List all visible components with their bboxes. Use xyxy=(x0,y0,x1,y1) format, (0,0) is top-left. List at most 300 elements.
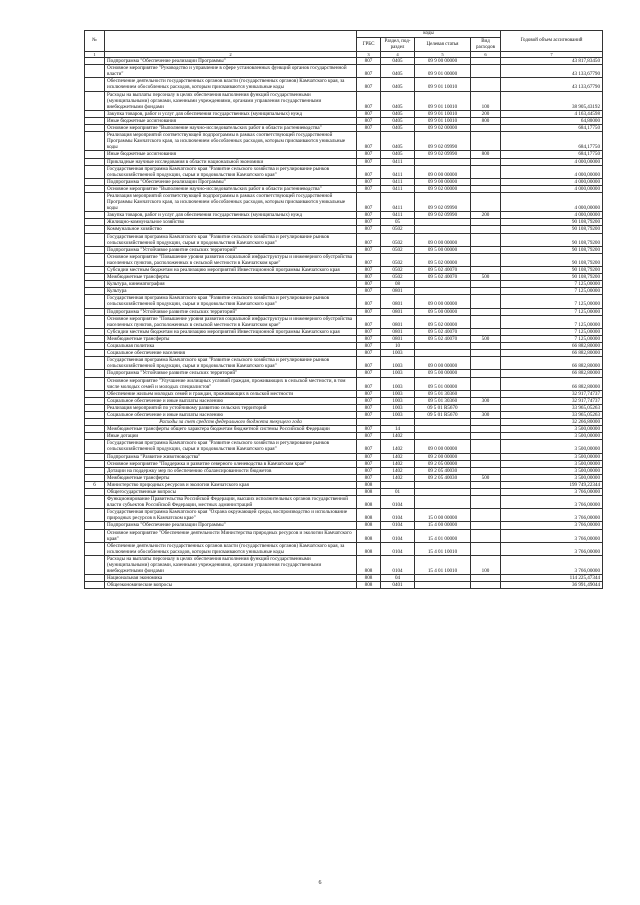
table-row xyxy=(85,433,603,440)
table-row xyxy=(85,288,603,295)
row-csr: 09 5 01 R5670 xyxy=(415,411,471,418)
row-vid: 500 xyxy=(471,274,501,281)
row-razdel: 0502 xyxy=(381,226,415,233)
row-razdel: 0401 xyxy=(381,582,415,589)
row-razdel: 04 xyxy=(381,575,415,582)
header-sum: Годовой объем ассигнований xyxy=(501,31,603,52)
table-row xyxy=(85,370,603,377)
row-number xyxy=(85,308,105,315)
row-sum: 7 125,00000 xyxy=(501,328,603,335)
row-vid xyxy=(471,132,501,151)
row-number xyxy=(85,390,105,397)
row-sum: 66 882,80000 xyxy=(501,343,603,350)
row-razdel: 0801 xyxy=(381,288,415,295)
row-vid xyxy=(471,78,501,91)
row-vid xyxy=(471,426,501,433)
row-number xyxy=(85,315,105,328)
row-grbs: 808 xyxy=(357,509,381,522)
row-sum: 3 766,00000 xyxy=(501,542,603,555)
table-row xyxy=(85,377,603,390)
row-razdel: 0405 xyxy=(381,117,415,124)
row-sum: 4 163,44598 xyxy=(501,110,603,117)
row-name: Прикладные научные исследования в области национальной экономики xyxy=(105,158,357,165)
row-number xyxy=(85,575,105,582)
table-row xyxy=(85,185,603,192)
row-razdel: 10 xyxy=(381,343,415,350)
row-csr: 15 4 01 00000 xyxy=(415,529,471,542)
row-sum: 36 991,49044 xyxy=(501,582,603,589)
row-sum: 684,17750 xyxy=(501,125,603,132)
row-name: Социальная политика xyxy=(105,343,357,350)
row-grbs: 808 xyxy=(357,489,381,496)
row-razdel: 1003 xyxy=(381,357,415,370)
row-number xyxy=(85,350,105,357)
row-razdel: 0801 xyxy=(381,308,415,315)
row-csr: 09 2 05 40030 xyxy=(415,467,471,474)
row-name: Межбюджетные трансферты xyxy=(105,335,357,342)
row-name: Обеспечение деятельности государственных органов власти (государственных органов) Камчатского края, за исключением обособленных расходов, которым присваиваются уникальные коды xyxy=(105,542,357,555)
row-number xyxy=(85,496,105,509)
row-name: Культура xyxy=(105,288,357,295)
row-vid xyxy=(471,460,501,467)
row-sum: 3 500,00000 xyxy=(501,440,603,453)
row-grbs: 807 xyxy=(357,132,381,151)
row-csr xyxy=(415,226,471,233)
row-csr: 09 5 00 00000 xyxy=(415,370,471,377)
table-row xyxy=(85,404,603,411)
row-number xyxy=(85,467,105,474)
row-vid: 100 xyxy=(471,555,501,574)
table-row xyxy=(85,165,603,178)
row-name: Субсидии местным бюджетам на реализацию мероприятий Инвестиционной программы Камчатского края xyxy=(105,328,357,335)
row-razdel: 0411 xyxy=(381,178,415,185)
table-row xyxy=(85,295,603,308)
row-csr: 09 5 01 R5670 xyxy=(415,404,471,411)
row-razdel: 0405 xyxy=(381,58,415,65)
row-number xyxy=(85,433,105,440)
table-row xyxy=(85,151,603,158)
row-csr: 09 9 02 09990 xyxy=(415,192,471,211)
row-name: Закупка товаров, работ и услуг для обеспечения государственных (муниципальных) нужд xyxy=(105,212,357,219)
table-row xyxy=(85,467,603,474)
row-number xyxy=(85,404,105,411)
row-vid: 800 xyxy=(471,151,501,158)
row-sum: 3 500,00000 xyxy=(501,433,603,440)
row-sum: 3 766,00000 xyxy=(501,489,603,496)
row-razdel: 0104 xyxy=(381,522,415,529)
row-grbs: 807 xyxy=(357,460,381,467)
row-grbs: 807 xyxy=(357,117,381,124)
row-name: Расходы за счет средств федерального бюджета текущего года xyxy=(105,419,357,426)
row-csr: 15 4 01 10010 xyxy=(415,542,471,555)
col-number: 1 xyxy=(85,52,105,58)
table-row xyxy=(85,582,603,589)
row-grbs: 808 xyxy=(357,529,381,542)
row-number xyxy=(85,185,105,192)
row-grbs: 807 xyxy=(357,233,381,246)
row-name: Иные бюджетные ассигнования xyxy=(105,117,357,124)
row-csr: 09 5 02 40070 xyxy=(415,328,471,335)
row-csr: 09 2 05 40030 xyxy=(415,474,471,481)
row-vid xyxy=(471,58,501,65)
row-name: Государственная программа Камчатского края "Развитие сельского хозяйства и регулирование рынков сельскохозяйственной продукции, сырья и продовольствия Камчатского края" xyxy=(105,357,357,370)
row-sum: 684,17750 xyxy=(501,132,603,151)
table-row xyxy=(85,65,603,78)
row-razdel: 1402 xyxy=(381,453,415,460)
row-vid: 300 xyxy=(471,397,501,404)
table-row xyxy=(85,246,603,253)
row-grbs: 807 xyxy=(357,165,381,178)
row-sum: 4 000,00000 xyxy=(501,158,603,165)
table-row xyxy=(85,192,603,211)
table-row xyxy=(85,281,603,288)
row-sum: 32 917,74737 xyxy=(501,390,603,397)
row-sum: 7 125,00000 xyxy=(501,308,603,315)
row-csr xyxy=(415,343,471,350)
row-name: Государственная программа Камчатского края "Развитие сельского хозяйства и регулирование рынков сельскохозяйственной продукции, сырья и продовольствия Камчатского края" xyxy=(105,233,357,246)
table-row xyxy=(85,496,603,509)
table-row xyxy=(85,357,603,370)
row-razdel: 0411 xyxy=(381,158,415,165)
row-grbs: 807 xyxy=(357,335,381,342)
row-razdel: 0405 xyxy=(381,110,415,117)
row-name: Субсидии местным бюджетам на реализацию мероприятий Инвестиционной программы Камчатского края xyxy=(105,267,357,274)
table-row xyxy=(85,453,603,460)
table-row xyxy=(85,58,603,65)
row-razdel: 1003 xyxy=(381,390,415,397)
row-grbs: 807 xyxy=(357,212,381,219)
table-row xyxy=(85,489,603,496)
row-vid xyxy=(471,308,501,315)
row-sum: 33 965,05263 xyxy=(501,404,603,411)
row-number xyxy=(85,453,105,460)
row-grbs: 808 xyxy=(357,575,381,582)
row-name: Реализация мероприятий соответствующей подпрограммы в рамках соответствующей государственной Программы Камчатского края, за исключением обособленных расходов, которым присваиваются уникальные коды xyxy=(105,132,357,151)
row-csr: 09 9 02 00000 xyxy=(415,185,471,192)
row-name: Подпрограмма "Обеспечение реализации Программы" xyxy=(105,58,357,65)
row-razdel: 0405 xyxy=(381,78,415,91)
table-row xyxy=(85,411,603,418)
row-csr: 09 5 01 30360 xyxy=(415,397,471,404)
row-grbs: 807 xyxy=(357,377,381,390)
table-row xyxy=(85,426,603,433)
row-csr xyxy=(415,433,471,440)
row-number xyxy=(85,460,105,467)
table-row xyxy=(85,343,603,350)
row-grbs: 807 xyxy=(357,350,381,357)
row-vid: 300 xyxy=(471,411,501,418)
row-number xyxy=(85,65,105,78)
row-csr xyxy=(415,350,471,357)
row-sum: 4 000,00000 xyxy=(501,192,603,211)
table-row xyxy=(85,474,603,481)
row-number xyxy=(85,246,105,253)
row-number xyxy=(85,125,105,132)
row-number xyxy=(85,178,105,185)
row-razdel: 0411 xyxy=(381,185,415,192)
row-grbs: 807 xyxy=(357,267,381,274)
row-razdel xyxy=(381,481,415,488)
row-razdel: 05 xyxy=(381,219,415,226)
row-name: Социальное обеспечение и иные выплаты населению xyxy=(105,411,357,418)
row-sum: 3 766,00000 xyxy=(501,496,603,509)
row-name: Закупка товаров, работ и услуг для обеспечения государственных (муниципальных) нужд xyxy=(105,110,357,117)
row-razdel xyxy=(381,419,415,426)
row-razdel: 0104 xyxy=(381,509,415,522)
row-number xyxy=(85,281,105,288)
row-razdel: 0104 xyxy=(381,542,415,555)
table-row xyxy=(85,178,603,185)
table-row xyxy=(85,226,603,233)
row-vid xyxy=(471,350,501,357)
row-name: Межбюджетные трансферты xyxy=(105,274,357,281)
table-row xyxy=(85,460,603,467)
row-sum: 3 500,00000 xyxy=(501,453,603,460)
row-grbs: 807 xyxy=(357,474,381,481)
table-row xyxy=(85,522,603,529)
row-name: Реализация мероприятий соответствующей подпрограммы в рамках соответствующей государственной Программы Камчатского края, за исключением обособленных расходов, которым присваиваются уникальные коды xyxy=(105,192,357,211)
table-row xyxy=(85,397,603,404)
row-number xyxy=(85,542,105,555)
row-vid: 200 xyxy=(471,110,501,117)
row-grbs: 807 xyxy=(357,158,381,165)
row-vid xyxy=(471,125,501,132)
table-row xyxy=(85,91,603,110)
row-sum: 3 766,00000 xyxy=(501,555,603,574)
row-vid xyxy=(471,178,501,185)
row-csr: 09 9 01 00000 xyxy=(415,65,471,78)
row-number xyxy=(85,377,105,390)
row-razdel: 0502 xyxy=(381,246,415,253)
row-name: Расходы на выплаты персоналу в целях обеспечения выполнения функций государственными (муниципальными) органами, казенными учреждениями, органами управления государственными внебюджетными фондами xyxy=(105,91,357,110)
col-number: 2 xyxy=(105,52,357,58)
row-number xyxy=(85,489,105,496)
row-vid xyxy=(471,433,501,440)
row-vid xyxy=(471,65,501,78)
row-grbs: 807 xyxy=(357,453,381,460)
row-number xyxy=(85,151,105,158)
row-number xyxy=(85,474,105,481)
row-sum: 64,80000 xyxy=(501,117,603,124)
header-name xyxy=(105,31,357,52)
table-row xyxy=(85,125,603,132)
row-grbs: 807 xyxy=(357,246,381,253)
row-number xyxy=(85,212,105,219)
row-sum: 4 000,00000 xyxy=(501,178,603,185)
row-vid xyxy=(471,467,501,474)
row-number xyxy=(85,582,105,589)
row-razdel: 01 xyxy=(381,489,415,496)
row-grbs: 807 xyxy=(357,357,381,370)
row-grbs: 807 xyxy=(357,226,381,233)
row-razdel: 1003 xyxy=(381,370,415,377)
row-name: Национальная экономика xyxy=(105,575,357,582)
row-grbs: 808 xyxy=(357,481,381,488)
row-name: Расходы на выплаты персоналу в целях обеспечения выполнения функций государственными (муниципальными) органами, казенными учреждениями, органами управления государственными внебюджетными фондами xyxy=(105,555,357,574)
row-grbs: 807 xyxy=(357,440,381,453)
row-csr: 09 9 01 10010 xyxy=(415,110,471,117)
row-name: Основное мероприятие "Повышение уровня развития социальной инфраструктуры и инженерного обустройства населенных пунктов, расположенных в сельской местности в Камчатском крае" xyxy=(105,315,357,328)
row-grbs: 807 xyxy=(357,253,381,266)
table-row xyxy=(85,509,603,522)
row-number xyxy=(85,529,105,542)
row-number xyxy=(85,419,105,426)
row-name: Подпрограмма "Обеспечение реализации Программы" xyxy=(105,522,357,529)
row-grbs: 807 xyxy=(357,295,381,308)
row-vid xyxy=(471,267,501,274)
row-number xyxy=(85,117,105,124)
row-name: Министерство природных ресурсов и экологии Камчатского края xyxy=(105,481,357,488)
row-grbs: 807 xyxy=(357,397,381,404)
table-row xyxy=(85,219,603,226)
table-row xyxy=(85,78,603,91)
col-number: 3 xyxy=(357,52,381,58)
col-number: 5 xyxy=(415,52,471,58)
row-grbs: 808 xyxy=(357,496,381,509)
row-vid xyxy=(471,315,501,328)
row-vid xyxy=(471,370,501,377)
row-grbs: 807 xyxy=(357,192,381,211)
table-row xyxy=(85,481,603,488)
row-grbs: 807 xyxy=(357,426,381,433)
row-grbs: 808 xyxy=(357,555,381,574)
row-sum: 7 125,00000 xyxy=(501,281,603,288)
row-csr xyxy=(415,419,471,426)
table-row xyxy=(85,110,603,117)
row-sum: 90 108,79200 xyxy=(501,233,603,246)
row-vid xyxy=(471,357,501,370)
row-name: Подпрограмма "Обеспечение реализации Программы" xyxy=(105,178,357,185)
row-grbs: 807 xyxy=(357,219,381,226)
row-razdel: 0502 xyxy=(381,233,415,246)
row-vid xyxy=(471,377,501,390)
row-sum: 3 500,00000 xyxy=(501,474,603,481)
row-sum: 3 766,00000 xyxy=(501,522,603,529)
row-csr: 09 5 00 00000 xyxy=(415,308,471,315)
row-razdel: 0502 xyxy=(381,253,415,266)
row-number xyxy=(85,58,105,65)
row-vid xyxy=(471,419,501,426)
row-name: Общеэкономические вопросы xyxy=(105,582,357,589)
row-sum: 3 500,00000 xyxy=(501,426,603,433)
row-csr xyxy=(415,219,471,226)
row-sum: 90 108,79200 xyxy=(501,226,603,233)
row-grbs: 807 xyxy=(357,281,381,288)
row-sum: 43 817,83450 xyxy=(501,58,603,65)
row-sum: 7 125,00000 xyxy=(501,288,603,295)
header-razdel: Раздел, под-раздел xyxy=(381,38,415,52)
row-grbs: 807 xyxy=(357,288,381,295)
row-csr xyxy=(415,575,471,582)
row-name: Подпрограмма "Развитие животноводства" xyxy=(105,453,357,460)
header-number: № xyxy=(85,31,105,52)
row-vid xyxy=(471,288,501,295)
row-number xyxy=(85,267,105,274)
row-vid xyxy=(471,489,501,496)
row-vid xyxy=(471,496,501,509)
row-grbs: 807 xyxy=(357,328,381,335)
row-name: Основное мероприятие "Руководство и управление в сфере установленных функций органов государственной власти" xyxy=(105,65,357,78)
row-sum: 66 882,80000 xyxy=(501,377,603,390)
row-grbs: 807 xyxy=(357,404,381,411)
row-csr: 09 2 05 00000 xyxy=(415,460,471,467)
row-vid: 500 xyxy=(471,474,501,481)
row-csr: 09 9 00 00000 xyxy=(415,58,471,65)
row-sum: 3 766,00000 xyxy=(501,529,603,542)
row-csr: 09 2 00 00000 xyxy=(415,453,471,460)
row-razdel: 1003 xyxy=(381,411,415,418)
row-csr: 15 4 01 10010 xyxy=(415,555,471,574)
table-row xyxy=(85,233,603,246)
row-csr xyxy=(415,582,471,589)
row-razdel: 1402 xyxy=(381,467,415,474)
row-razdel: 1003 xyxy=(381,404,415,411)
row-grbs: 807 xyxy=(357,58,381,65)
row-sum: 7 125,00000 xyxy=(501,315,603,328)
row-vid xyxy=(471,165,501,178)
row-razdel: 0801 xyxy=(381,328,415,335)
row-number xyxy=(85,219,105,226)
row-csr xyxy=(415,496,471,509)
row-csr: 09 5 02 40070 xyxy=(415,274,471,281)
row-name: Основное мероприятие "Выполнение научно-исследовательских работ в области растениеводства" xyxy=(105,125,357,132)
row-razdel: 1003 xyxy=(381,350,415,357)
row-csr: 09 0 00 00000 xyxy=(415,295,471,308)
row-grbs: 807 xyxy=(357,151,381,158)
row-razdel: 0405 xyxy=(381,91,415,110)
row-vid xyxy=(471,390,501,397)
row-sum: 114 225,47344 xyxy=(501,575,603,582)
row-name: Дотации на поддержку мер по обеспечению сбалансированности бюджетов xyxy=(105,467,357,474)
row-number xyxy=(85,91,105,110)
row-razdel: 0502 xyxy=(381,274,415,281)
row-name: Основное мероприятие "Поддержка и развитие северного оленеводства в Камчатском крае" xyxy=(105,460,357,467)
row-sum: 3 500,00000 xyxy=(501,460,603,467)
row-name: Общегосударственные вопросы xyxy=(105,489,357,496)
row-number xyxy=(85,440,105,453)
row-name: Подпрограмма "Устойчивое развитие сельских территорий" xyxy=(105,370,357,377)
row-grbs: 807 xyxy=(357,65,381,78)
row-number xyxy=(85,253,105,266)
row-name: Основное мероприятие "Выполнение научно-исследовательских работ в области растениеводства" xyxy=(105,185,357,192)
row-number xyxy=(85,78,105,91)
row-name: Межбюджетные трансферты xyxy=(105,474,357,481)
row-grbs: 808 xyxy=(357,522,381,529)
row-sum: 43 133,67790 xyxy=(501,65,603,78)
row-vid xyxy=(471,509,501,522)
row-csr: 09 9 01 10010 xyxy=(415,78,471,91)
row-grbs: 807 xyxy=(357,185,381,192)
row-number xyxy=(85,522,105,529)
row-csr: 09 5 01 00000 xyxy=(415,377,471,390)
row-csr: 09 0 00 00000 xyxy=(415,440,471,453)
row-vid xyxy=(471,246,501,253)
budget-table xyxy=(84,30,603,589)
row-grbs: 807 xyxy=(357,110,381,117)
row-vid xyxy=(471,529,501,542)
table-row xyxy=(85,555,603,574)
row-name: Жилищно-коммунальное хозяйство xyxy=(105,219,357,226)
row-csr xyxy=(415,426,471,433)
row-name: Коммунальное хозяйство xyxy=(105,226,357,233)
row-vid xyxy=(471,575,501,582)
table-row xyxy=(85,117,603,124)
row-csr xyxy=(415,158,471,165)
row-name: Основное мероприятие "Улучшение жилищных условий граждан, проживающих в сельской местности, в том числе молодых семей и молодых специалистов" xyxy=(105,377,357,390)
row-razdel: 0104 xyxy=(381,555,415,574)
row-sum: 90 108,79200 xyxy=(501,246,603,253)
row-sum: 3 500,00000 xyxy=(501,467,603,474)
